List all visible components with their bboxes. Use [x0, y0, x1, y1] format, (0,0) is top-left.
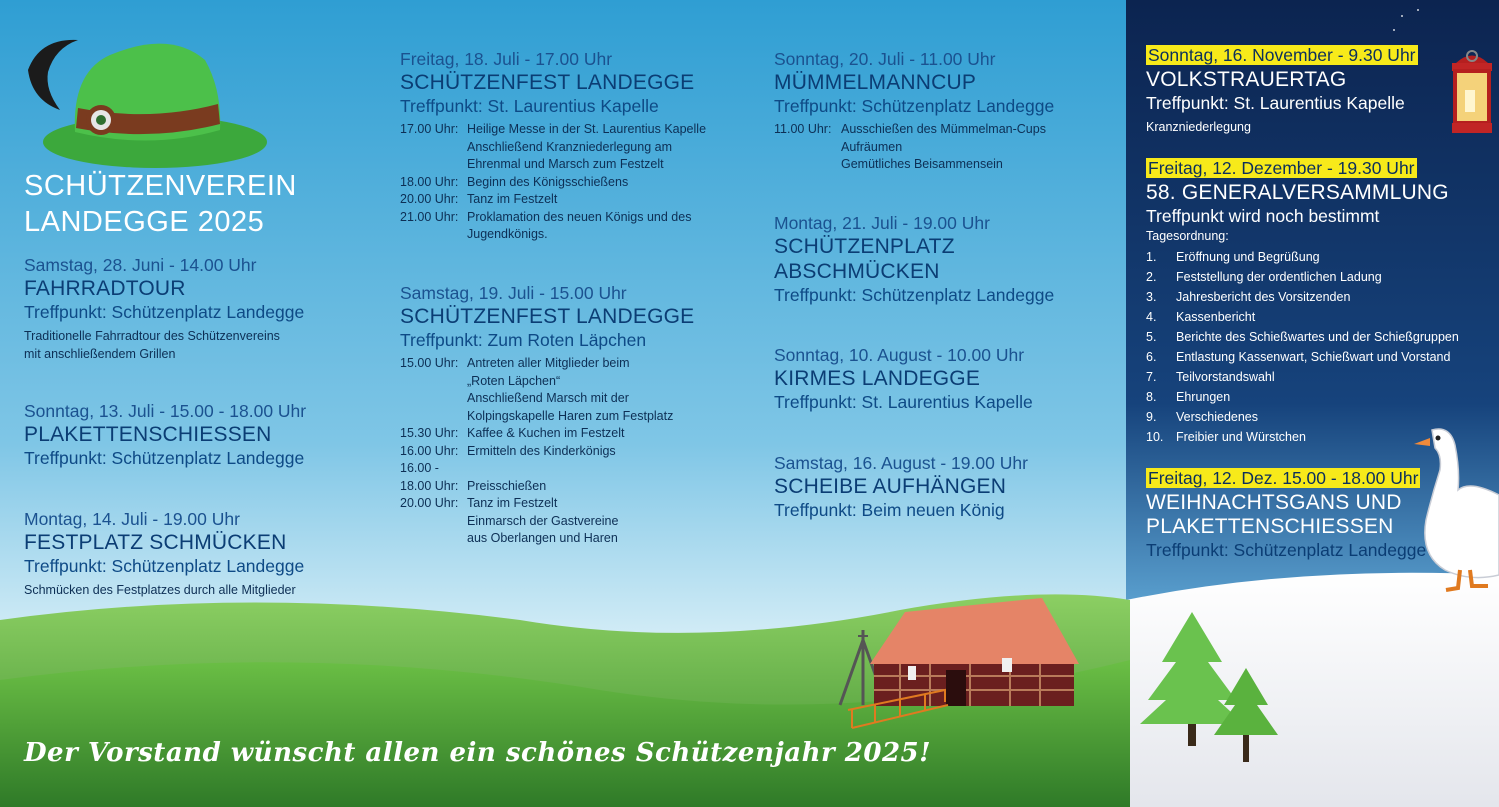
- agenda-item: [1146, 287, 1486, 307]
- event-generalversammlung: [1146, 158, 1486, 468]
- schedule-text: Jugendkönigs.: [467, 227, 548, 241]
- agenda-number: 6.: [1146, 350, 1157, 364]
- event-meeting-point: Treffpunkt: St. Laurentius Kapelle: [400, 96, 659, 116]
- agenda-text: Ehrungen: [1176, 390, 1231, 404]
- schedule-time: 11.00 Uhr:: [774, 122, 832, 136]
- agenda-number: 10.: [1146, 430, 1164, 444]
- event-date-highlight: Sonntag, 16. November - 9.30 Uhr: [1148, 45, 1416, 65]
- event-description: Schmücken des Festplatzes durch alle Mitglieder: [24, 583, 296, 597]
- event-schuetzenfest-friday: [400, 48, 740, 282]
- footer-greeting: Der Vorstand wünscht allen ein schönes Schützenjahr 2025!: [24, 738, 932, 768]
- schedule-time: 15.30 Uhr:: [400, 426, 459, 440]
- event-meeting-point: Treffpunkt: Schützenplatz Landegge: [24, 556, 305, 576]
- agenda-text: Berichte des Schießwartes und der Schießgruppen: [1176, 330, 1459, 344]
- agenda-number: 1.: [1146, 250, 1157, 264]
- event-title: SCHEIBE AUFHÄNGEN: [774, 475, 1007, 498]
- schedule-time: [774, 156, 841, 174]
- event-title: 58. GENERALVERSAMMLUNG: [1146, 181, 1449, 204]
- schedule-text: „Roten Läpchen“: [467, 373, 561, 388]
- event-meeting-point: Treffpunkt: Schützenplatz Landegge: [24, 302, 305, 322]
- event-date: Montag, 21. Juli - 19.00 Uhr: [774, 213, 990, 233]
- schedule-text: Gemütliches Beisammensein: [841, 157, 1003, 171]
- event-title: SCHÜTZENFEST LANDEGGE: [400, 71, 695, 94]
- event-title: FESTPLATZ SCHMÜCKEN: [24, 531, 287, 554]
- schedule-text: Heilige Messe in der St. Laurentius Kapelle: [467, 122, 707, 136]
- agenda-number: 7.: [1146, 370, 1157, 384]
- schedule-text: Preisschießen: [467, 478, 547, 493]
- event-column-3: [774, 48, 1114, 525]
- event-date: Sonntag, 10. August - 10.00 Uhr: [774, 345, 1025, 365]
- event-schuetzenfest-saturday: [400, 282, 740, 548]
- schedule-text: Anschließend Marsch mit der: [467, 391, 629, 405]
- event-description: Kranzniederlegung: [1146, 120, 1251, 134]
- schedule-time: 20.00 Uhr:: [400, 192, 459, 206]
- event-title: FAHRRADTOUR: [24, 277, 186, 300]
- event-muemmelmanncup: [774, 48, 1114, 212]
- agenda-number: 4.: [1146, 310, 1157, 324]
- agenda-number: 2.: [1146, 270, 1157, 284]
- event-date: Montag, 14. Juli - 19.00 Uhr: [24, 509, 240, 529]
- event-meeting-point: Treffpunkt: Zum Roten Läpchen: [400, 330, 647, 350]
- event-weihnachtsgans: [1146, 468, 1486, 561]
- event-meeting-point: Treffpunkt: St. Laurentius Kapelle: [1146, 93, 1405, 113]
- schedule-time: [400, 139, 467, 157]
- schedule-text: Ermitteln des Kinderkönigs: [467, 443, 616, 458]
- schedule-text: Proklamation des neuen Königs und des: [467, 209, 692, 224]
- agenda-number: 3.: [1146, 290, 1157, 304]
- event-date-highlight: Freitag, 12. Dez. 15.00 - 18.00 Uhr: [1148, 468, 1419, 488]
- schedule-time: [400, 156, 467, 174]
- agenda-text: Entlastung Kassenwart, Schießwart und Vorstand: [1176, 350, 1451, 364]
- event-meeting-point: Treffpunkt wird noch bestimmt: [1146, 206, 1380, 226]
- event-schedule: [400, 355, 740, 548]
- event-title: WEIHNACHTSGANS UND: [1146, 491, 1402, 514]
- schedule-time: 15.00 Uhr:: [400, 356, 459, 370]
- event-meeting-point: Treffpunkt: Schützenplatz Landegge: [24, 448, 305, 468]
- event-date-highlight: Freitag, 12. Dezember - 19.30 Uhr: [1148, 158, 1415, 178]
- schedule-time: [400, 408, 467, 426]
- schedule-text: Einmarsch der Gastvereine: [467, 513, 619, 528]
- event-schedule: [774, 121, 1114, 174]
- event-schedule: [400, 121, 740, 244]
- agenda-item: [1146, 407, 1486, 427]
- event-title: VOLKSTRAUERTAG: [1146, 68, 1347, 91]
- schedule-time: [400, 513, 467, 531]
- event-date: Samstag, 28. Juni - 14.00 Uhr: [24, 255, 257, 275]
- schedule-time: 18.00 Uhr:: [400, 174, 459, 189]
- event-title: MÜMMELMANNCUP: [774, 71, 977, 94]
- agenda-item: [1146, 367, 1486, 387]
- event-kirmes: [774, 344, 1114, 452]
- schedule-time: 20.00 Uhr:: [400, 496, 459, 510]
- schedule-time: 18.00 Uhr:: [400, 478, 459, 493]
- schedule-text: Kaffee & Kuchen im Festzelt: [467, 426, 625, 440]
- event-date: Samstag, 16. August - 19.00 Uhr: [774, 453, 1028, 473]
- event-description: mit anschließendem Grillen: [24, 347, 176, 361]
- schedule-time: [774, 139, 841, 157]
- schedule-time: 16.00 Uhr:: [400, 443, 459, 458]
- schedule-text: Beginn des Königsschießens: [467, 174, 629, 189]
- event-fahrradtour: [24, 254, 364, 400]
- schedule-text: Tanz im Festzelt: [467, 192, 558, 206]
- event-meeting-point: Treffpunkt: St. Laurentius Kapelle: [774, 392, 1033, 412]
- agenda-item: [1146, 327, 1486, 347]
- agenda-text: Kassenbericht: [1176, 310, 1256, 324]
- event-title: PLAKETTENSCHIESSEN: [24, 423, 272, 446]
- event-date: Sonntag, 13. Juli - 15.00 - 18.00 Uhr: [24, 401, 307, 421]
- agenda-number: 9.: [1146, 410, 1157, 424]
- agenda-text: Freibier und Würstchen: [1176, 430, 1306, 444]
- event-description: Traditionelle Fahrradtour des Schützenvereins: [24, 329, 280, 343]
- agenda-text: Jahresbericht des Vorsitzenden: [1176, 290, 1351, 304]
- schedule-text: Ausschießen des Mümmelman-Cups: [841, 122, 1046, 136]
- event-festplatz-schmuecken: [24, 508, 364, 599]
- agenda-number: 8.: [1146, 390, 1157, 404]
- title-line-1: SCHÜTZENVEREIN: [24, 170, 297, 202]
- event-title: SCHÜTZENPLATZ: [774, 235, 955, 258]
- schedule-text: Aufräumen: [841, 139, 903, 154]
- agenda-text: Feststellung der ordentlichen Ladung: [1176, 270, 1382, 284]
- schedule-time: [400, 390, 467, 408]
- event-title: SCHÜTZENFEST LANDEGGE: [400, 305, 695, 328]
- schedule-time: 17.00 Uhr:: [400, 122, 459, 136]
- event-schuetzenplatz-abschmuecken: [774, 212, 1114, 344]
- event-date: Samstag, 19. Juli - 15.00 Uhr: [400, 283, 627, 303]
- schedule-text: Kolpingskapelle Haren zum Festplatz: [467, 408, 674, 423]
- schedule-text: aus Oberlangen und Haren: [467, 531, 618, 545]
- event-meeting-point: Treffpunkt: Schützenplatz Landegge: [774, 96, 1055, 116]
- schedule-time: 16.00 -: [400, 461, 439, 475]
- event-volkstrauertag: [1146, 45, 1486, 158]
- event-title: KIRMES LANDEGGE: [774, 367, 981, 390]
- agenda-item: [1146, 267, 1486, 287]
- schedule-time: [400, 373, 467, 391]
- event-date: Freitag, 18. Juli - 17.00 Uhr: [400, 49, 613, 69]
- event-meeting-point: Treffpunkt: Schützenplatz Landegge: [774, 285, 1055, 305]
- main-title: [24, 168, 354, 240]
- event-column-1: [24, 254, 364, 599]
- title-line-2: LANDEGGE 2025: [24, 206, 265, 238]
- schedule-time: [400, 226, 467, 244]
- agenda-item: [1146, 347, 1486, 367]
- event-meeting-point: Treffpunkt: Schützenplatz Landegge: [1146, 540, 1427, 560]
- agenda-text: Eröffnung und Begrüßung: [1176, 250, 1320, 264]
- event-column-4: [1146, 45, 1486, 561]
- event-title: ABSCHMÜCKEN: [774, 260, 940, 283]
- agenda-item: [1146, 247, 1486, 267]
- event-scheibe-aufhaengen: [774, 452, 1114, 521]
- agenda-text: Verschiedenes: [1176, 410, 1259, 424]
- schedule-text: Antreten aller Mitglieder beim: [467, 356, 630, 370]
- agenda-item: [1146, 427, 1486, 447]
- agenda-list: [1146, 247, 1486, 447]
- event-title: PLAKETTENSCHIESSEN: [1146, 515, 1394, 538]
- schedule-time: 21.00 Uhr:: [400, 209, 459, 224]
- event-plakettenschiessen: [24, 400, 364, 508]
- schedule-text: Tanz im Festzelt: [467, 496, 558, 510]
- agenda-item: [1146, 387, 1486, 407]
- event-column-2: [400, 48, 740, 548]
- agenda-number: 5.: [1146, 330, 1157, 344]
- agenda-text: Teilvorstandswahl: [1176, 370, 1275, 384]
- schedule-time: [400, 530, 467, 548]
- event-meeting-point: Treffpunkt: Beim neuen König: [774, 500, 1005, 520]
- schedule-text: Ehrenmal und Marsch zum Festzelt: [467, 157, 664, 171]
- schedule-text: [467, 460, 740, 478]
- schedule-text: Anschließend Kranzniederlegung am: [467, 139, 672, 154]
- agenda-label: Tagesordnung:: [1146, 229, 1229, 243]
- event-date: Sonntag, 20. Juli - 11.00 Uhr: [774, 49, 996, 69]
- agenda-item: [1146, 307, 1486, 327]
